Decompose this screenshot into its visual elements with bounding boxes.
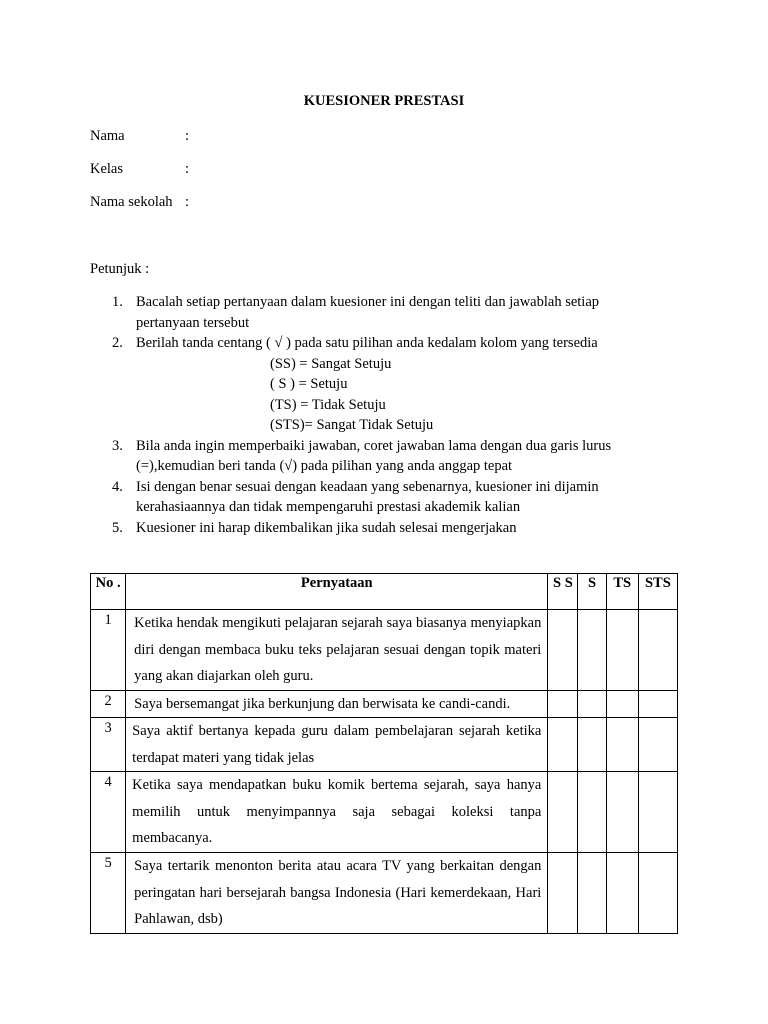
row-statement: Saya bersemangat jika berkunjung dan berwisata ke candi-candi. [126,690,548,718]
instruction-text: Bacalah setiap pertanyaan dalam kuesioner ini dengan teliti dan jawablah setiap pertanyaan tersebut [136,294,600,331]
row-number: 5 [91,853,126,934]
instruction-item [90,436,650,477]
answer-cell-ss[interactable] [548,690,578,718]
field-colon: : [185,128,190,144]
instruction-text: Bila anda ingin memperbaiki jawaban, coret jawaban lama dengan dua garis lurus (=),kemudian beri tanda (√) pada pilihan yang anda anggap tepat [136,437,612,474]
instruction-item [90,477,650,518]
legend-item: ( S ) = Setuju [270,376,348,392]
answer-cell-s[interactable] [578,772,606,853]
field-colon: : [185,161,190,177]
questionnaire-table [90,573,678,934]
answer-cell-s[interactable] [578,610,606,691]
answer-cell-s[interactable] [578,853,606,934]
row-number: 3 [91,718,126,772]
answer-cell-ts[interactable] [606,772,638,853]
field-nama-sekolah [90,192,189,212]
field-colon: : [185,194,190,210]
answer-cell-ss[interactable] [548,610,578,691]
instructions-heading: Petunjuk : [90,261,150,277]
field-kelas [90,159,189,179]
answer-cell-s[interactable] [578,718,606,772]
answer-cell-ts[interactable] [606,610,638,691]
answer-cell-ss[interactable] [548,853,578,934]
field-label: Kelas [90,161,124,177]
answer-cell-sts[interactable] [638,610,677,691]
header-sts: STS [638,574,677,610]
table-row [91,718,678,772]
row-statement: Ketika saya mendapatkan buku komik bertema sejarah, saya hanya memilih untuk menyimpannya saja sebagai koleksi tanpa membacanya. [126,772,548,853]
instruction-number: 3. [112,437,123,454]
answer-cell-ts[interactable] [606,718,638,772]
legend-item: (SS) = Sangat Setuju [270,355,392,372]
instruction-number: 5. [112,519,123,536]
row-number: 4 [91,772,126,853]
answer-cell-sts[interactable] [638,690,677,718]
instruction-number: 1. [112,294,123,310]
header-no: No . [91,574,126,610]
legend-item: (TS) = Tidak Setuju [270,396,386,413]
instruction-text: Berilah tanda centang ( √ ) pada satu pilihan anda kedalam kolom yang tersedia [136,335,598,351]
row-statement: Saya tertarik menonton berita atau acara TV yang berkaitan dengan peringatan hari bersejarah bangsa Indonesia (Hari kemerdekaan, Hari Pahlawan, dsb) [126,853,548,934]
table-row [91,690,678,718]
answer-cell-ts[interactable] [606,853,638,934]
answer-cell-sts[interactable] [638,853,677,934]
legend-item: (STS)= Sangat Tidak Setuju [270,417,434,433]
instruction-item [90,518,650,539]
instruction-number: 2. [112,335,123,351]
document-title: KUESIONER PRESTASI [303,93,465,109]
table-header-row [91,574,678,610]
instruction-item [90,292,650,333]
header-ts: TS [606,574,638,610]
instruction-text: Kuesioner ini harap dikembalikan jika sudah selesai mengerjakan [136,519,517,536]
answer-cell-ss[interactable] [548,718,578,772]
field-label: Nama [90,128,125,144]
table-row [91,772,678,853]
row-statement: Saya aktif bertanya kepada guru dalam pembelajaran sejarah ketika terdapat materi yang tidak jelas [126,718,548,772]
header-s: S [578,574,606,610]
field-label: Nama sekolah [90,194,173,210]
instruction-item [90,333,650,436]
row-number: 1 [91,610,126,691]
header-ss: S S [548,574,578,610]
instruction-number: 4. [112,478,123,495]
instructions-list [90,292,650,538]
row-number: 2 [91,690,126,718]
answer-cell-sts[interactable] [638,718,677,772]
instruction-text: Isi dengan benar sesuai dengan keadaan yang sebenarnya, kuesioner ini dijamin kerahasiaannya dan tidak mempengaruhi prestasi akademik kalian [136,478,599,515]
answer-cell-ts[interactable] [606,690,638,718]
row-statement: Ketika hendak mengikuti pelajaran sejarah saya biasanya menyiapkan diri dengan membaca buku teks pelajaran sesuai dengan topik materi yang akan diajarkan oleh guru. [126,610,548,691]
table-row [91,610,678,691]
field-nama [90,126,189,146]
table-row [91,853,678,934]
answer-cell-s[interactable] [578,690,606,718]
answer-cell-sts[interactable] [638,772,677,853]
answer-cell-ss[interactable] [548,772,578,853]
header-statement: Pernyataan [126,574,548,610]
